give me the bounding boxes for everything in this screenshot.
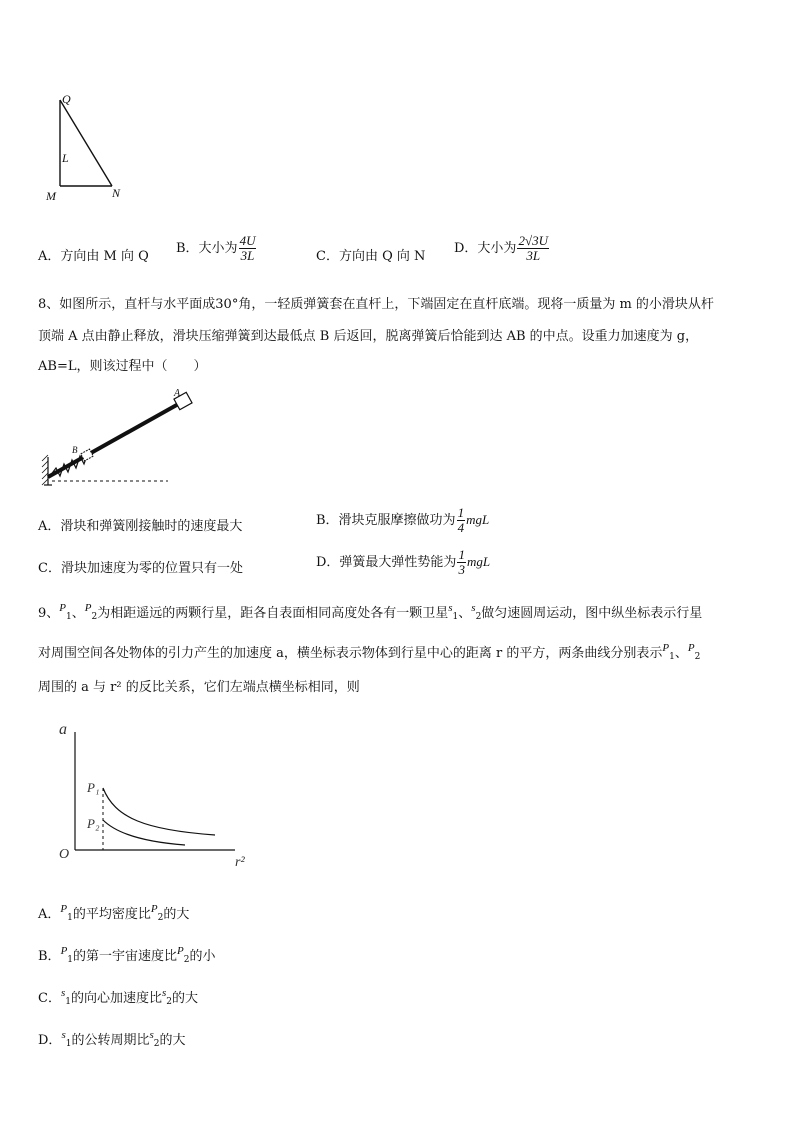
label-a: A — [174, 388, 181, 399]
q8-option-d: D．弹簧最大弹性势能为 $\frac{1}{3}$ mgL — [316, 547, 491, 577]
q8-b-fraction: $\frac{1}{4}$ — [457, 505, 465, 535]
q9-line-2: 对周围空间各处物体的引力产生的加速度 a，横坐标表示物体到行星中心的距离 r 的平方，两条曲线分别表示$^P_1$、$^P_2$ — [38, 642, 701, 662]
q7-b-fraction: $\frac{4U}{3L}$ — [239, 233, 256, 263]
q7-option-d: D．大小为 $\frac{2√3U}{3L}$ — [454, 233, 548, 263]
axis-o: O — [59, 847, 70, 862]
q8-d-fraction: $\frac{1}{3}$ — [458, 547, 465, 577]
label-n: N — [112, 186, 121, 200]
q8-option-a: A．滑块和弹簧刚接触时的速度最大 — [38, 519, 243, 534]
q8-line-2: 顶端 A 点由静止释放，滑块压缩弹簧到达最低点 B 后返回，脱离弹簧后恰能到达 AB 的中点。设重力加速度为 g， — [38, 329, 699, 344]
curve-p1-label: P₁ — [87, 780, 100, 795]
q8-option-b: B．滑块克服摩擦做功为 $\frac{1}{4}$ mgL — [316, 505, 490, 535]
axis-r2: r² — [235, 855, 245, 870]
q7-option-a: A．方向由 M 向 Q — [38, 249, 149, 264]
q9-line-1: 9、$^P_1$、$^P_2$为相距遥远的两颗行星，距各自表面相同高度处各有一颗卫星$^s_1$、$^s_2$做匀速圆周运动，图中纵坐标表示行星 — [38, 602, 703, 622]
q7-d-fraction: $\frac{2√3U}{3L}$ — [518, 233, 548, 263]
label-b: B — [72, 445, 78, 455]
acceleration-graph — [55, 718, 255, 870]
q8-line-3: AB=L，则该过程中（ ） — [38, 359, 207, 374]
label-l: L — [62, 151, 69, 165]
q8-line-1: 8、如图所示，直杆与水平面成30°角，一轻质弹簧套在直杆上，下端固定在直杆底端。现将一质量为 m 的小滑块从杆 — [38, 297, 714, 312]
q7-option-c: C．方向由 Q 向 N — [316, 249, 426, 264]
label-q: Q — [62, 92, 71, 106]
axis-a: a — [59, 721, 67, 738]
q9-option-d: D．$^s_1$的公转周期比$^s_2$的大 — [38, 1029, 186, 1049]
q9-option-c: C．$^s_1$的向心加速度比$^s_2$的大 — [38, 987, 199, 1007]
q8-option-c: C．滑块加速度为零的位置只有一处 — [38, 561, 243, 576]
curve-p2-label: P₂ — [87, 816, 100, 831]
label-m: M — [46, 189, 56, 203]
q7-option-b: B．大小为 $\frac{4U}{3L}$ — [176, 233, 256, 263]
triangle-figure — [40, 88, 140, 206]
q9-option-b: B．$^P_1$的第一宇宙速度比$^P_2$的小 — [38, 945, 216, 965]
q9-line-3: 周围的 a 与 r² 的反比关系，它们左端点横坐标相同，则 — [38, 680, 360, 695]
incline-figure — [38, 385, 198, 495]
q9-option-a: A．$^P_1$的平均密度比$^P_2$的大 — [38, 903, 190, 923]
